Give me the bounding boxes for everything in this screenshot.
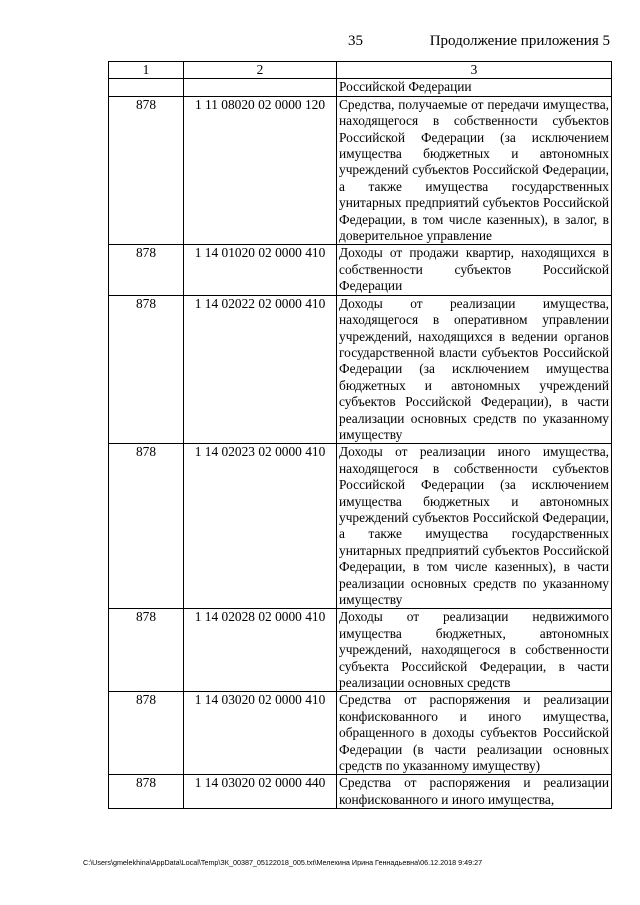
description-cell: Средства от распоряжения и реализации конфискованного и иного имущества, обращенного в доходы субъектов Российской Федерации (в части реализации основных средств по указанному имуществу) xyxy=(337,692,612,775)
admin-code-cell: 878 xyxy=(109,444,184,609)
budget-code-cell: 1 14 02028 02 0000 410 xyxy=(184,609,337,692)
admin-code-cell: 878 xyxy=(109,609,184,692)
carryover-row xyxy=(109,79,612,96)
column-header: 3 xyxy=(337,62,612,79)
budget-code-cell: 1 14 03020 02 0000 440 xyxy=(184,775,337,809)
carryover-text: Российской Федерации xyxy=(337,79,612,96)
revenue-table xyxy=(108,61,612,809)
budget-code-cell: 1 11 08020 02 0000 120 xyxy=(184,96,337,245)
continuation-caption: Продолжение приложения 5 xyxy=(429,33,610,49)
description-cell: Доходы от реализации иного имущества, находящегося в собственности субъектов Российской Федерации (за исключением имущества бюджетных и автономных учреждений субъектов Российской Федерации, а также имущества государственных унитарных предприятий субъектов Российской Федерации, в том числе казенных), в части реализации основных средств по указанному имуществу xyxy=(337,444,612,609)
admin-code-cell: 878 xyxy=(109,245,184,295)
table-row xyxy=(109,775,612,809)
description-cell: Доходы от реализации недвижимого имущества бюджетных, автономных учреждений, находящегося в собственности субъекта Российской Федерации, в части реализации основных средств xyxy=(337,609,612,692)
table-row xyxy=(109,245,612,295)
description-cell: Средства от распоряжения и реализации конфискованного и иного имущества, xyxy=(337,775,612,809)
budget-code-cell: 1 14 03020 02 0000 410 xyxy=(184,692,337,775)
table-row xyxy=(109,295,612,444)
table-row xyxy=(109,96,612,245)
column-header: 1 xyxy=(109,62,184,79)
admin-code-cell: 878 xyxy=(109,775,184,809)
description-cell: Средства, получаемые от передачи имущества, находящегося в собственности субъектов Российской Федерации (за исключением имущества бюджетных и автономных учреждений субъектов Российской Федерации, а также имущества государственных унитарных предприятий субъектов Российской Федерации, в том числе казенных), в залог, в доверительное управление xyxy=(337,96,612,245)
budget-code-cell: 1 14 02022 02 0000 410 xyxy=(184,295,337,444)
admin-code-cell: 878 xyxy=(109,692,184,775)
budget-code-cell: 1 14 02023 02 0000 410 xyxy=(184,444,337,609)
page-number: 35 xyxy=(348,33,363,49)
admin-code-cell: 878 xyxy=(109,295,184,444)
table-row xyxy=(109,444,612,609)
description-cell: Доходы от продажи квартир, находящихся в собственности субъектов Российской Федерации xyxy=(337,245,612,295)
table-row xyxy=(109,609,612,692)
admin-code-cell: 878 xyxy=(109,96,184,245)
file-path-footer: C:\Users\gmelekhina\AppData\Local\Temp\ЗК_00387_05122018_005.txt\Мелехина Ирина Геннадьевна\06.12.2018 9:49:27 xyxy=(83,858,483,867)
table-header-row xyxy=(109,62,612,79)
table-row xyxy=(109,692,612,775)
column-header: 2 xyxy=(184,62,337,79)
description-cell: Доходы от реализации имущества, находящегося в оперативном управлении учреждений, находящихся в ведении органов государственной власти субъектов Российской Федерации (за исключением имущества бюджетных и автономных учреждений субъектов Российской Федерации), в части реализации основных средств по указанному имуществу xyxy=(337,295,612,444)
budget-code-cell: 1 14 01020 02 0000 410 xyxy=(184,245,337,295)
